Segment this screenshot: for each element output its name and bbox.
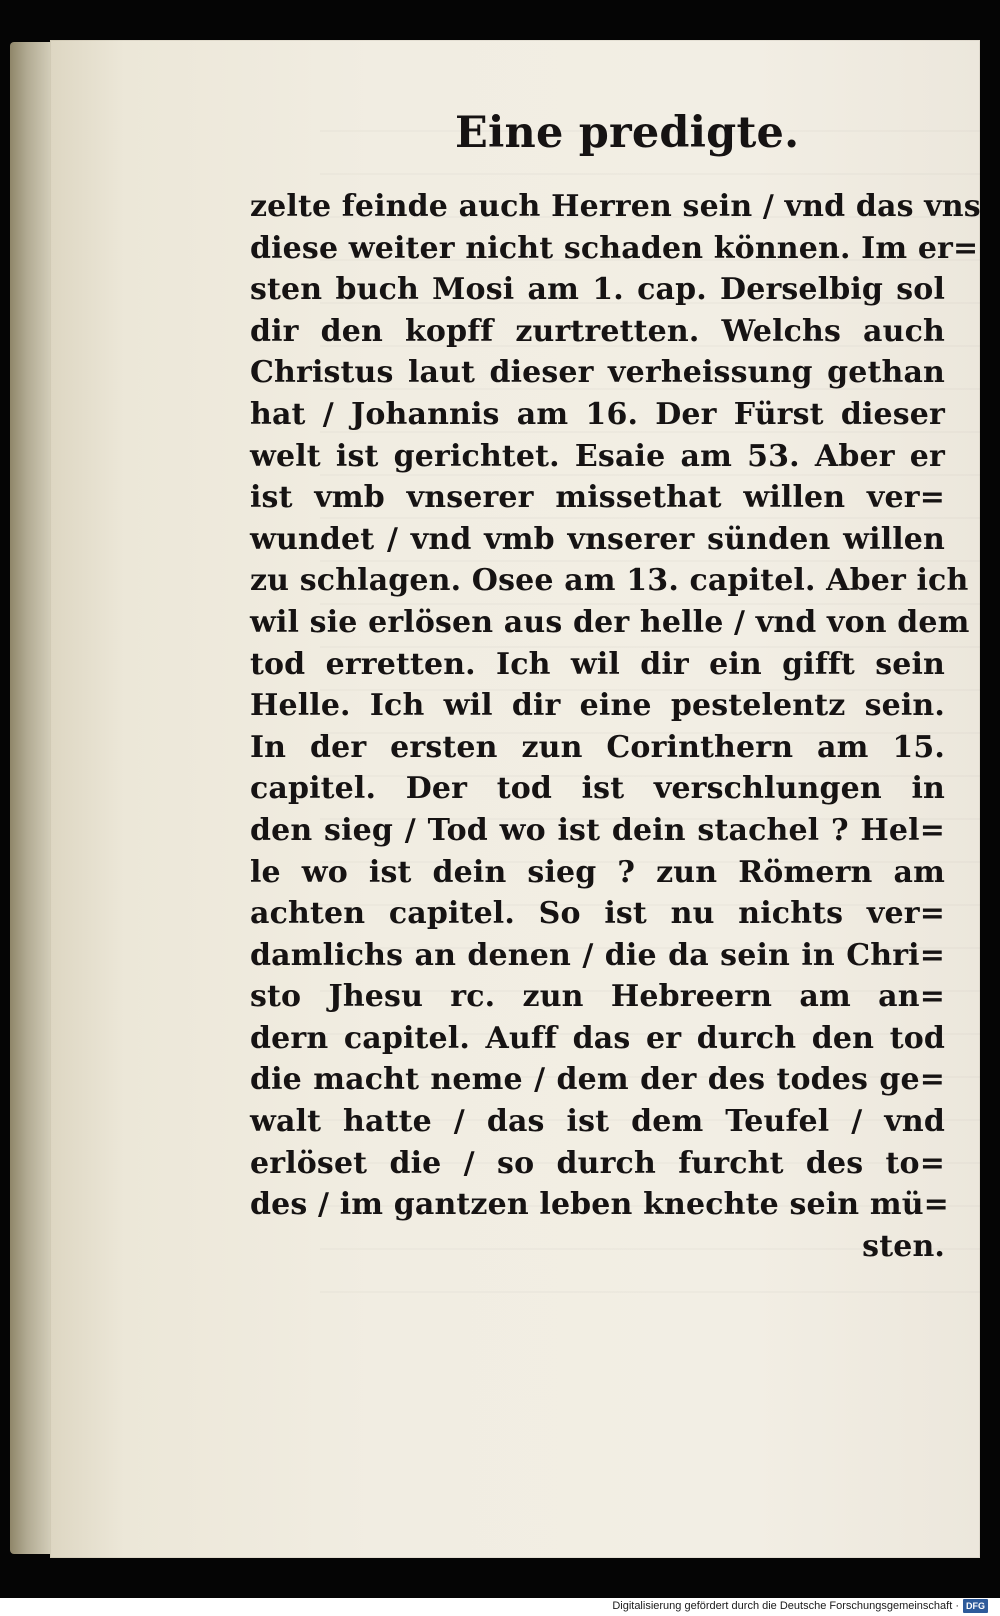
text-line: Helle. Ich wil dir eine pestelentz sein. [250, 688, 945, 724]
digitization-credit [612, 1599, 988, 1613]
text-line: sten buch Mosi am 1. cap. Derselbig sol [250, 272, 945, 308]
text-line: le wo ist dein sieg ? zun Römern am [250, 854, 945, 890]
text-line: ist vmb vnserer missethat willen ver= [250, 480, 945, 516]
text-line: wundet / vnd vmb vnserer sünden willen [250, 521, 945, 557]
credit-text: Digitalisierung gefördert durch die Deutsche Forschungsgemeinschaft · [612, 1600, 959, 1612]
text-line: walt hatte / das ist dem Teufel / vnd [250, 1104, 945, 1140]
running-heading: Eine predigte. [455, 108, 800, 158]
text-line: zu schlagen. Osee am 13. capitel. Aber ich [250, 563, 969, 599]
text-line: capitel. Der tod ist verschlungen in [250, 771, 945, 807]
text-line: tod erretten. Ich wil dir ein gifft sein [250, 646, 945, 682]
dfg-logo-icon: DFG [963, 1599, 988, 1613]
text-line: diese weiter nicht schaden können. Im er= [250, 230, 979, 266]
text-line: hat / Johannis am 16. Der Fürst dieser [250, 396, 945, 432]
text-line-final: sten. [862, 1228, 945, 1264]
text-line: dir den kopff zurtretten. Welchs auch [250, 313, 945, 349]
text-line: den sieg / Tod wo ist dein stachel ? Hel= [250, 812, 945, 848]
text-line: erlöset die / so durch furcht des to= [250, 1145, 945, 1181]
page-text [250, 186, 981, 1267]
text-line: dern capitel. Auff das er durch den tod [250, 1020, 945, 1056]
text-line: des / im gantzen leben knechte sein mü= [250, 1187, 949, 1223]
text-line: wil sie erlösen aus der helle / vnd von dem [250, 604, 970, 640]
text-line: sto Jhesu rc. zun Hebreern am an= [250, 979, 945, 1015]
text-line: In der ersten zun Corinthern am 15. [250, 729, 945, 765]
text-line: welt ist gerichtet. Esaie am 53. Aber er [250, 438, 945, 474]
text-line: die macht neme / dem der des todes ge= [250, 1062, 945, 1098]
text-line: Christus laut dieser verheissung gethan [250, 355, 945, 391]
text-line: damlichs an denen / die da sein in Chri= [250, 937, 945, 973]
text-line: zelte feinde auch Herren sein / vnd das vns [250, 189, 981, 224]
text-line: achten capitel. So ist nu nichts ver= [250, 896, 945, 932]
